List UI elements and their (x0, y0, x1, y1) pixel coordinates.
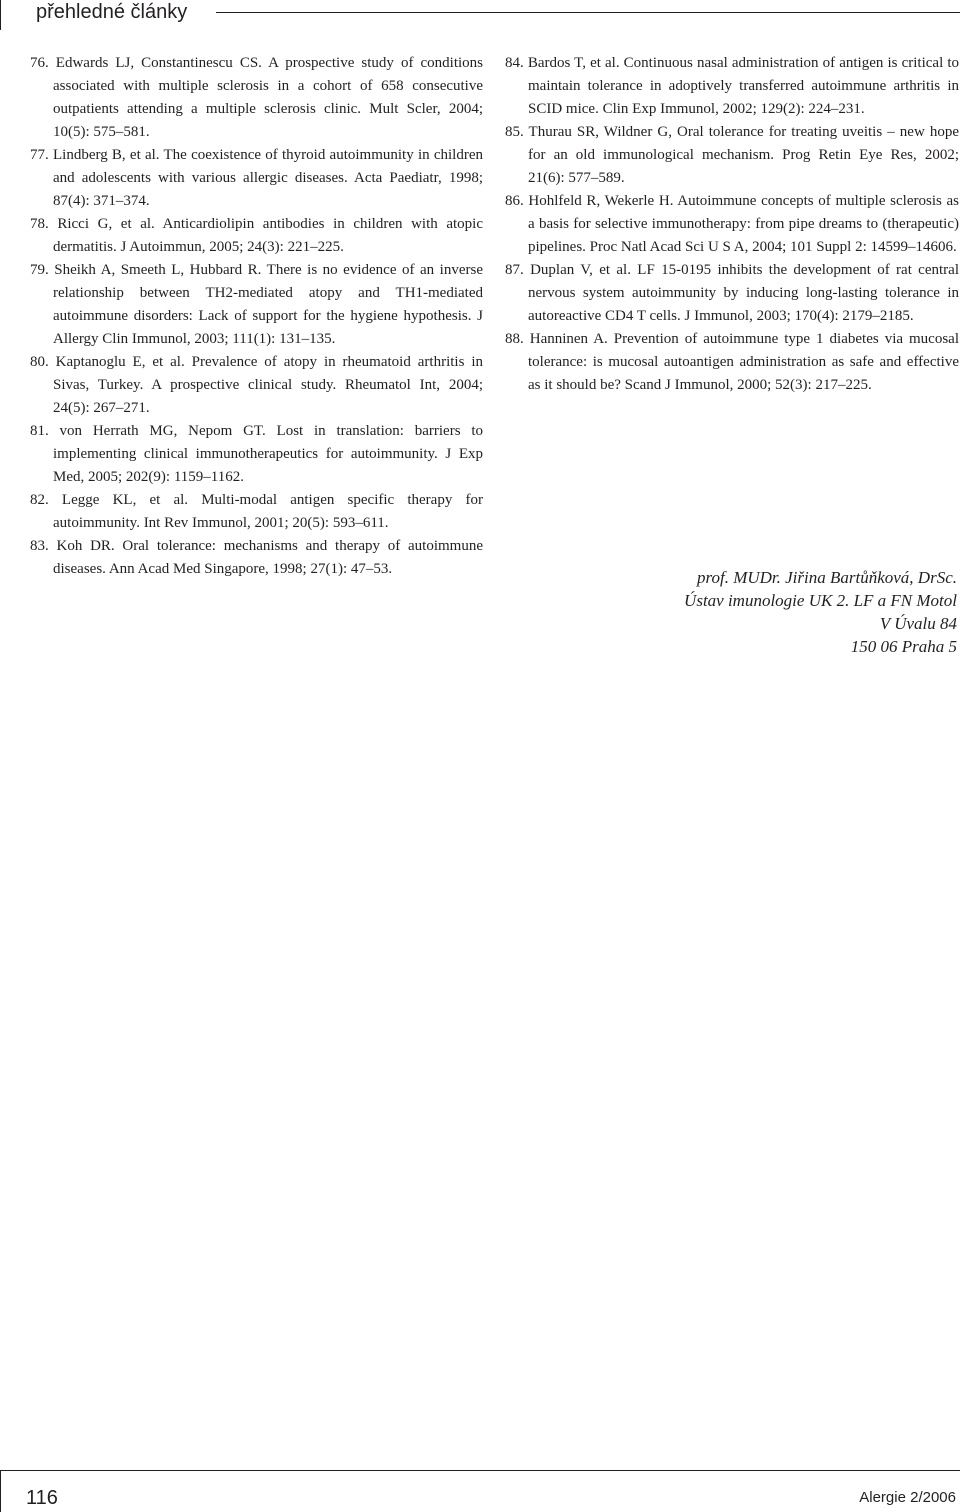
reference-82: 82. Legge KL, et al. Multi-modal antigen specific therapy for autoimmunity. Int Rev Immunol, 2001; 20(5): 593–611. (30, 492, 483, 531)
section-label: přehledné články (36, 0, 197, 24)
references-left-column (30, 52, 483, 581)
page-number: 116 (26, 1487, 58, 1509)
author-institution: Ústav imunologie UK 2. LF a FN Motol (684, 591, 957, 610)
reference-85: 85. Thurau SR, Wildner G, Oral tolerance for treating uveitis – new hope for an old immunological mechanism. Prog Retin Eye Res, 2002; 21(6): 577–589. (505, 124, 959, 186)
references-right-column (505, 52, 959, 656)
page-header (0, 0, 960, 30)
header-left-tick (0, 0, 1, 30)
author-name: prof. MUDr. Jiřina Bartůňková, DrSc. (696, 568, 957, 587)
journal-issue: Alergie 2/2006 (859, 1489, 956, 1506)
reference-77: 77. Lindberg B, et al. The coexistence of thyroid autoimmunity in children and adolescents with various allergic diseases. Acta Paediatr, 1998; 87(4): 371–374. (30, 147, 483, 209)
author-city: 150 06 Praha 5 (850, 637, 957, 656)
page-footer (0, 1470, 960, 1512)
reference-81: 81. von Herrath MG, Nepom GT. Lost in translation: barriers to implementing clinical immunotherapeutics for autoimmunity. J Exp Med, 2005; 202(9): 1159–1162. (30, 423, 483, 485)
header-rule (216, 12, 960, 13)
reference-84: 84. Bardos T, et al. Continuous nasal administration of antigen is critical to maintain tolerance in adoptively transferred autoimmune arthritis in SCID mice. Clin Exp Immunol, 2002; 129(2): 224–231. (505, 55, 959, 117)
author-street: V Úvalu 84 (879, 614, 957, 633)
footer-rule (0, 1470, 960, 1471)
author-signature-block (684, 566, 957, 658)
reference-87: 87. Duplan V, et al. LF 15-0195 inhibits the development of rat central nervous system autoimmunity by inducing long-lasting tolerance in autoreactive CD4 T cells. J Immunol, 2003; 170(4): 2179–2185. (505, 262, 959, 324)
reference-78: 78. Ricci G, et al. Anticardiolipin antibodies in children with atopic dermatitis. J Autoimmun, 2005; 24(3): 221–225. (30, 216, 483, 255)
reference-83: 83. Koh DR. Oral tolerance: mechanisms and therapy of autoimmune diseases. Ann Acad Med Singapore, 1998; 27(1): 47–53. (30, 538, 483, 577)
reference-86: 86. Hohlfeld R, Wekerle H. Autoimmune concepts of multiple sclerosis as a basis for selective immunotherapy: from pipe dreams to (therapeutic) pipelines. Proc Natl Acad Sci U S A, 2004; 101 Suppl 2: 14599–14606. (505, 193, 959, 255)
reference-80: 80. Kaptanoglu E, et al. Prevalence of atopy in rheumatoid arthritis in Sivas, Turkey. A prospective clinical study. Rheumatol Int, 2004; 24(5): 267–271. (30, 354, 483, 416)
reference-79: 79. Sheikh A, Smeeth L, Hubbard R. There is no evidence of an inverse relationship between TH2-mediated atopy and TH1-mediated autoimmune disorders: Lack of support for the hygiene hypothesis. J Allergy Clin Immunol, 2003; 111(1): 131–135. (30, 262, 483, 347)
footer-left-tick (0, 1470, 1, 1512)
reference-76: 76. Edwards LJ, Constantinescu CS. A prospective study of conditions associated with multiple sclerosis in a cohort of 658 consecutive outpatients attending a multiple sclerosis clinic. Mult Scler, 2004; 10(5): 575–581. (30, 55, 483, 140)
reference-88: 88. Hanninen A. Prevention of autoimmune type 1 diabetes via mucosal tolerance: is mucosal autoantigen administration as safe and effective as it should be? Scand J Immunol, 2000; 52(3): 217–225. (505, 331, 959, 393)
